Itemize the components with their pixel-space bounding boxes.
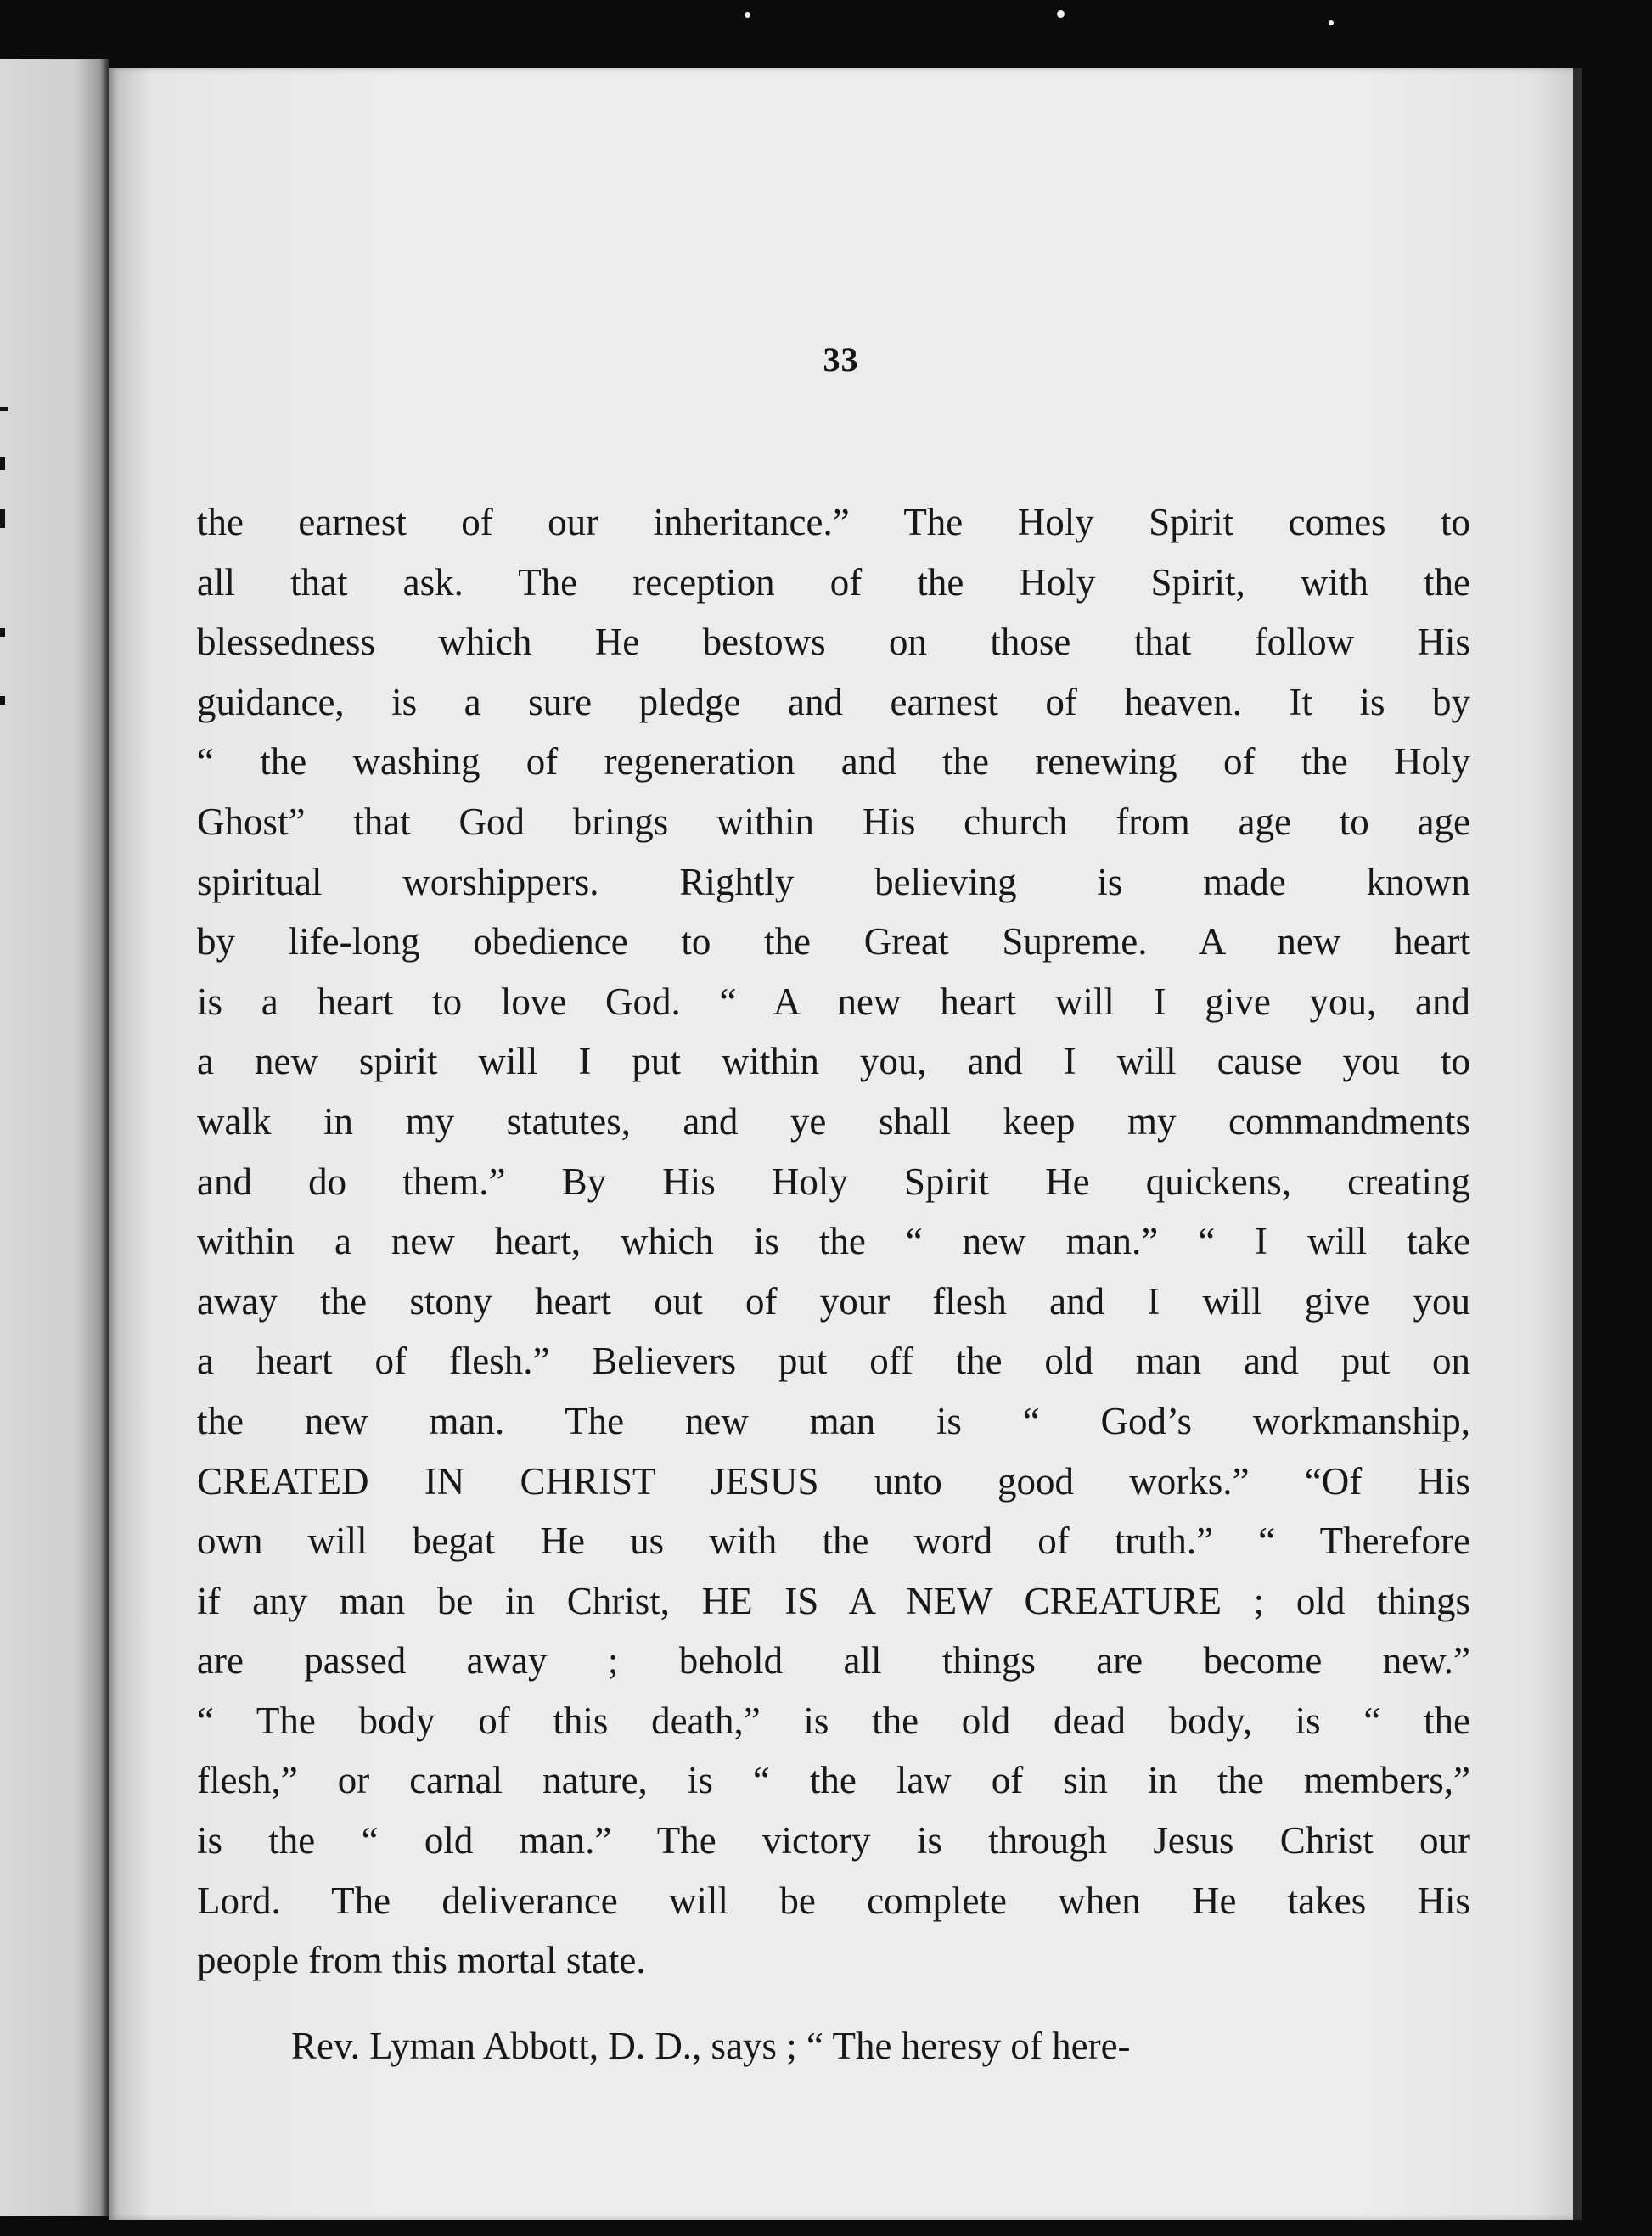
page-edge-mark bbox=[0, 628, 5, 637]
text-line: all that ask. The reception of the Holy Spirit, with the bbox=[197, 560, 1470, 604]
text-line: walk in my statutes, and ye shall keep my commandments bbox=[197, 1099, 1470, 1143]
page-edge-mark bbox=[0, 696, 5, 705]
text-line: the earnest of our inheritance.” The Holy Spirit comes to bbox=[197, 501, 1470, 543]
text-line: and do them.” By His Holy Spirit He quickens, creating bbox=[197, 1160, 1470, 1203]
text-line: blessedness which He bestows on those that follow His bbox=[197, 621, 1470, 664]
page-edge-mark bbox=[0, 457, 5, 470]
text-line: is the “ old man.” The victory is through Jesus Christ our bbox=[197, 1819, 1470, 1862]
text-line: a heart of flesh.” Believers put off the old man and put on bbox=[197, 1340, 1470, 1383]
text-line: is a heart to love God. “ A new heart will I give you, and bbox=[197, 980, 1470, 1023]
text-line: guidance, is a sure pledge and earnest of heaven. It is by bbox=[197, 680, 1470, 723]
page-edge-mark bbox=[0, 407, 8, 411]
text-line: flesh,” or carnal nature, is “ the law of sin in the members,” bbox=[197, 1759, 1470, 1802]
page-number: 33 bbox=[823, 340, 859, 379]
text-line: people from this mortal state. bbox=[197, 1939, 646, 1982]
next-paragraph-start: Rev. Lyman Abbott, D. D., says ; “ The heresy of here- bbox=[291, 2025, 1131, 2067]
text-line: if any man be in Christ, HE IS A NEW CREATURE ; old things bbox=[197, 1579, 1470, 1622]
book-page bbox=[109, 68, 1582, 2220]
text-line: Lord. The deliverance will be complete when He takes His bbox=[197, 1879, 1470, 1922]
text-line: a new spirit will I put within you, and I will cause you to bbox=[197, 1040, 1470, 1083]
text-line: the new man. The new man is “ God’s workmanship, bbox=[197, 1399, 1470, 1442]
text-line: Ghost” that God brings within His church from age to age bbox=[197, 800, 1470, 843]
scan-speck bbox=[745, 12, 750, 18]
page-edge-mark bbox=[0, 509, 5, 528]
text-line: own will begat He us with the word of truth.” “ Therefore bbox=[197, 1520, 1470, 1563]
facing-page-edge bbox=[0, 59, 109, 2216]
text-line: CREATED IN CHRIST JESUS unto good works.” “Of His bbox=[197, 1459, 1470, 1503]
scan-speck bbox=[1329, 20, 1334, 25]
text-line: by life-long obedience to the Great Supreme. A new heart bbox=[197, 920, 1470, 964]
page-body-text bbox=[197, 492, 1470, 1991]
text-line: “ the washing of regeneration and the renewing of the Holy bbox=[197, 740, 1470, 784]
text-line: away the stony heart out of your flesh and I will give you bbox=[197, 1279, 1470, 1323]
text-line: “ The body of this death,” is the old dead body, is “ the bbox=[197, 1699, 1470, 1742]
text-line: within a new heart, which is the “ new man.” “ I will take bbox=[197, 1220, 1470, 1263]
scan-speck bbox=[1057, 10, 1065, 18]
text-line: are passed away ; behold all things are become new.” bbox=[197, 1639, 1470, 1683]
text-line: spiritual worshippers. Rightly believing is made known bbox=[197, 860, 1470, 903]
